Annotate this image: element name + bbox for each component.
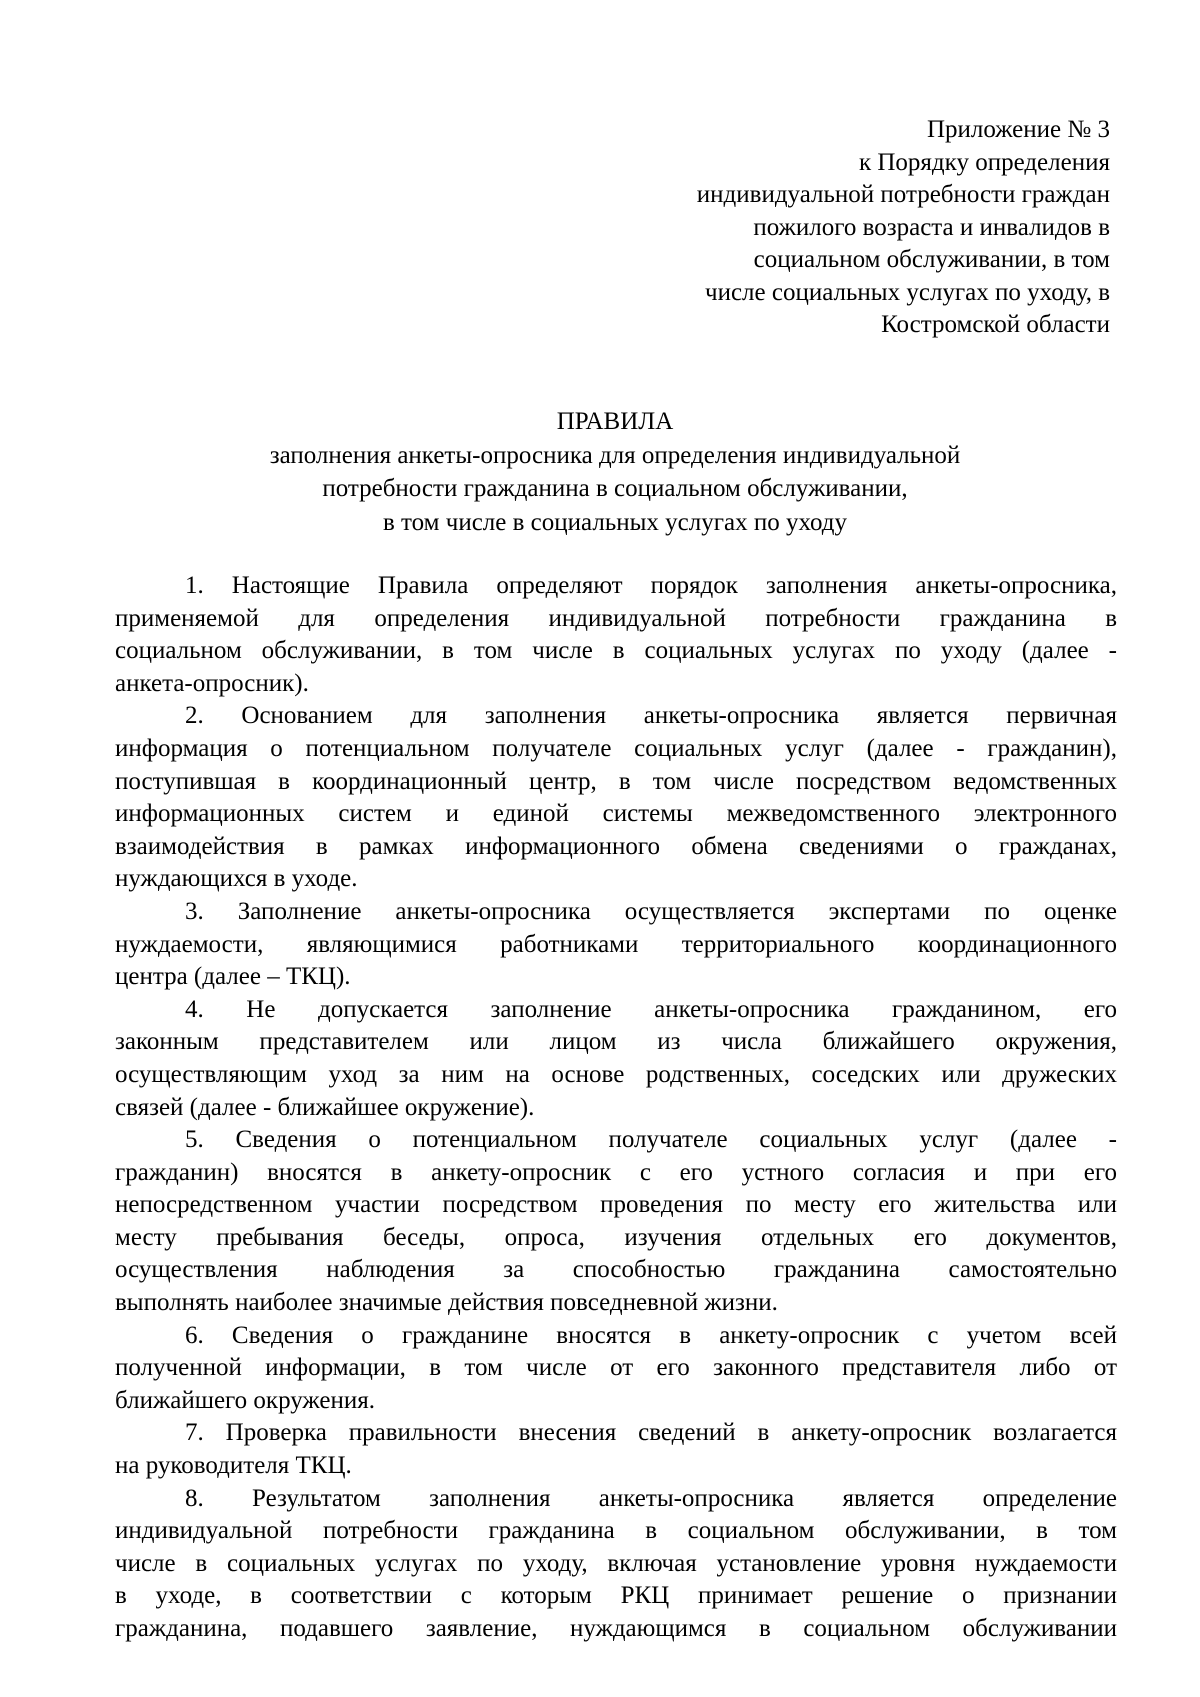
title-subtitle-line: заполнения анкеты-опросника для определения индивидуальной — [269, 441, 961, 469]
paragraph-line: непосредственном участии посредством проведения по месту его жительства или — [115, 1191, 1117, 1219]
paragraph-6 — [115, 1320, 1117, 1418]
paragraph-line: взаимодействия в рамках информационного обмена сведениями о гражданах, — [115, 832, 1117, 860]
paragraph-line: выполнять наиболее значимые действия повседневной жизни. — [115, 1289, 778, 1317]
paragraph-line: 1. Настоящие Правила определяют порядок заполнения анкеты-опросника, — [185, 572, 1117, 599]
paragraph-line: месту пребывания беседы, опроса, изучения отдельных его документов, — [115, 1223, 1117, 1251]
appendix-line: индивидуальной потребности граждан — [696, 181, 1110, 208]
paragraph-line: социальном обслуживании, в том числе в социальных услугах по уходу (далее - — [115, 637, 1117, 665]
appendix-line: к Порядку определения — [858, 148, 1110, 176]
paragraph-line: информационных систем и единой системы межведомственного электронного — [115, 800, 1117, 828]
paragraph-line: применяемой для определения индивидуальной потребности гражданина в — [115, 604, 1117, 632]
paragraph-line: полученной информации, в том числе от его законного представителя либо от — [115, 1354, 1117, 1382]
appendix-line: пожилого возраста и инвалидов в — [753, 213, 1110, 241]
paragraph-line: 7. Проверка правильности внесения сведений в анкету-опросник возлагается — [185, 1419, 1117, 1447]
paragraph-line: 6. Сведения о гражданине вносятся в анкету-опросник с учетом всей — [185, 1321, 1117, 1349]
title-heading: ПРАВИЛА — [556, 408, 674, 435]
paragraph-line: информация о потенциальном получателе социальных услуг (далее - гражданин), — [115, 734, 1117, 762]
paragraph-line: 4. Не допускается заполнение анкеты-опросника гражданином, его — [185, 995, 1117, 1023]
paragraph-1 — [115, 570, 1117, 700]
paragraph-line: осуществляющим уход за ним на основе родственных, соседских или дружеских — [115, 1060, 1117, 1088]
paragraph-line: поступившая в координационный центр, в том числе посредством ведомственных — [115, 767, 1117, 795]
paragraph-line: законным представителем или лицом из числа ближайшего окружения, — [115, 1028, 1117, 1056]
appendix-line: числе социальных услугах по уходу, в — [705, 278, 1110, 306]
paragraph-line: 8. Результатом заполнения анкеты-опросника является определение — [185, 1484, 1117, 1512]
paragraph-3 — [115, 896, 1117, 994]
paragraph-line: в уходе, в соответствии с которым РКЦ принимает решение о признании — [115, 1582, 1117, 1610]
paragraph-line: на руководителя ТКЦ. — [115, 1452, 352, 1480]
paragraph-line: 2. Основанием для заполнения анкеты-опросника является первичная — [185, 702, 1117, 730]
paragraph-2 — [115, 700, 1117, 896]
title-subtitle-line: потребности гражданина в социальном обслуживании, — [322, 475, 908, 502]
paragraph-line: анкета-опросник). — [115, 669, 309, 697]
paragraph-line: ближайшего окружения. — [115, 1386, 375, 1414]
paragraph-4 — [115, 994, 1117, 1124]
paragraph-line: нуждаемости, являющимися работниками территориального координационного — [115, 930, 1117, 958]
paragraph-line: связей (далее - ближайшее окружение). — [115, 1093, 535, 1121]
paragraph-line: гражданин) вносятся в анкету-опросник с его устного согласия и при его — [115, 1158, 1117, 1186]
document-body — [115, 570, 1117, 1646]
paragraph-line: числе в социальных услугах по уходу, включая установление уровня нуждаемости — [115, 1549, 1117, 1577]
appendix-line: Костромской области — [881, 311, 1110, 338]
paragraph-5 — [115, 1124, 1117, 1320]
document-title — [115, 405, 1115, 539]
paragraph-line: гражданина, подавшего заявление, нуждающимся в социальном обслуживании — [115, 1615, 1117, 1642]
paragraph-line: 5. Сведения о потенциальном получателе социальных услуг (далее - — [185, 1126, 1117, 1154]
paragraph-line: нуждающихся в уходе. — [115, 865, 358, 893]
paragraph-line: 3. Заполнение анкеты-опросника осуществляется экспертами по оценке — [185, 897, 1117, 925]
appendix-line: Приложение № 3 — [926, 116, 1110, 143]
paragraph-line: индивидуальной потребности гражданина в социальном обслуживании, в том — [115, 1517, 1117, 1545]
paragraph-8 — [115, 1483, 1117, 1646]
appendix-line: социальном обслуживании, в том — [753, 246, 1110, 273]
paragraph-line: осуществления наблюдения за способностью гражданина самостоятельно — [115, 1256, 1117, 1284]
paragraph-7 — [115, 1417, 1117, 1482]
paragraph-line: центра (далее – ТКЦ). — [115, 963, 351, 991]
title-subtitle-line: в том числе в социальных услугах по уходу — [383, 508, 847, 536]
appendix-reference — [697, 114, 1110, 342]
